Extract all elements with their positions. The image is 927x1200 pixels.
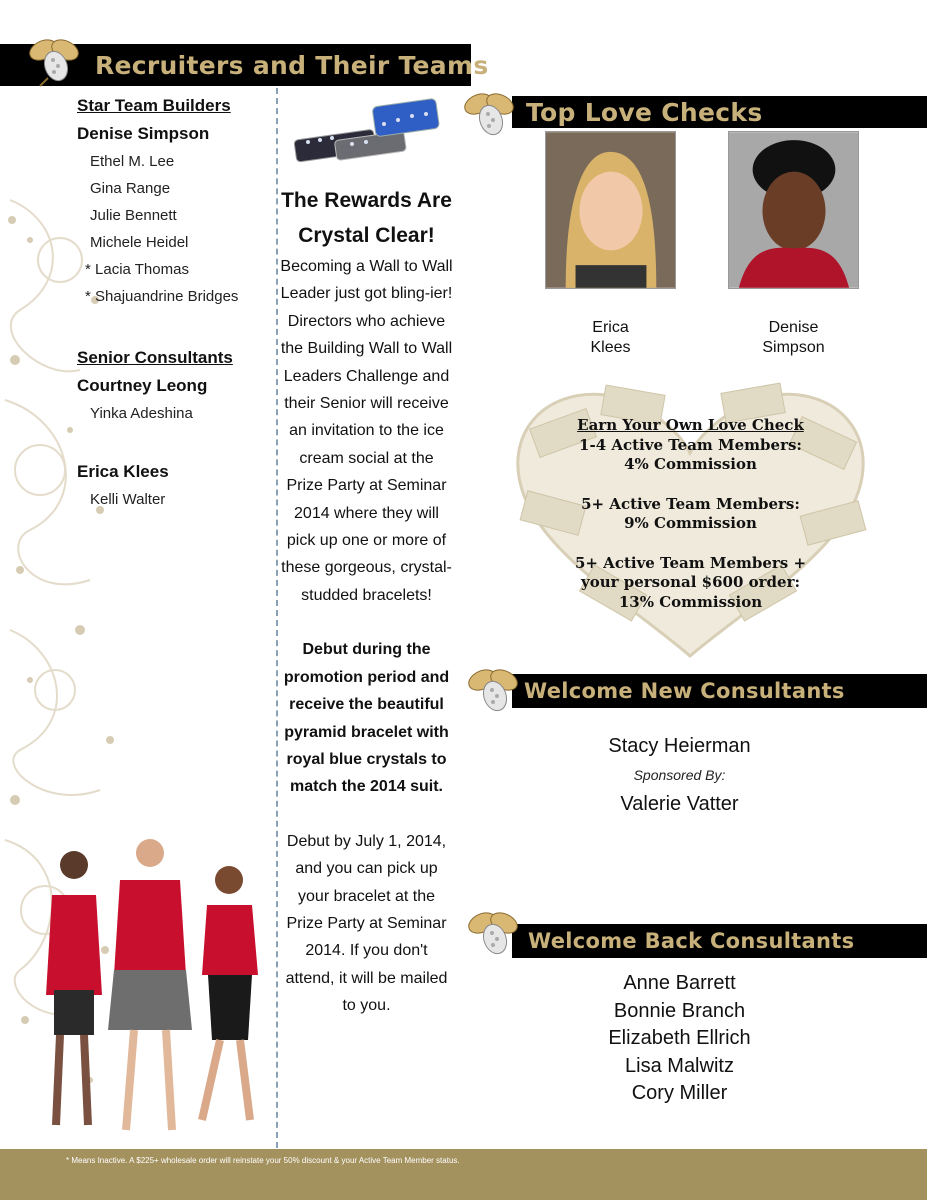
tier-2-members: 5+ Active Team Members:	[581, 494, 800, 513]
tier-3-order: your personal $600 order:	[580, 573, 801, 591]
leader-name: Denise Simpson	[77, 124, 210, 143]
welcome-back-banner	[512, 924, 927, 958]
star-team-builders-heading: Star Team Builders	[77, 96, 231, 115]
sponsor-name: Valerie Vatter	[620, 792, 739, 815]
rewards-column	[279, 88, 454, 1020]
tier-1-commission: 4% Commission	[624, 455, 757, 473]
bee-brooch-icon	[461, 86, 517, 142]
leader-name: Courtney Leong	[77, 376, 208, 395]
team-member: Julie Bennett	[90, 207, 177, 224]
bee-brooch-icon	[26, 32, 82, 88]
tier-3-commission: 13% Commission	[618, 592, 763, 611]
returning-consultant-name: Cory Miller	[631, 1082, 728, 1104]
new-consultant-name: Stacy Heierman	[608, 735, 751, 757]
returning-consultant-name: Anne Barrett	[623, 972, 736, 994]
love-check-title: Earn Your Own Love Check	[577, 416, 804, 434]
welcome-new-section	[467, 733, 892, 818]
rewards-pickup-paragraph: Debut by July 1, 2014, and you can pick up your bracelet at the Prize Party at Seminar 2014. If you don't attend, it will be mailed to you.	[285, 832, 448, 1015]
team-member-inactive: * Lacia Thomas	[85, 261, 189, 278]
rewards-paragraph: Becoming a Wall to Wall Leader just got bling-ier! Directors who achieve the Building Wall to Wall Leaders Challenge and their Senior will receive an invitation to the ice cream social at the Prize Party at Seminar 2014 where they will pick up one or more of these gorgeous, crystal-studded bracelets!	[280, 258, 453, 604]
spacer	[279, 801, 454, 828]
photo-denise-simpson	[728, 131, 859, 289]
rewards-debut-paragraph: Debut during the promotion period and receive the beautiful pyramid bracelet with royal blue crystals to match the 2014 suit.	[283, 641, 450, 796]
returning-consultant-name: Bonnie Branch	[613, 999, 746, 1022]
top-love-checks-banner	[512, 96, 927, 128]
team-member: Yinka Adeshina	[90, 405, 193, 422]
team-member: Ethel M. Lee	[90, 153, 175, 170]
returning-consultant-name: Elizabeth Ellrich	[608, 1027, 751, 1049]
love-check-name: Erica Klees	[590, 319, 631, 356]
welcome-new-title: Welcome New Consultants	[524, 679, 845, 703]
photo-erica-klees	[545, 131, 676, 289]
recruiters-title: Recruiters and Their Teams	[95, 50, 489, 80]
leader-name: Erica Klees	[77, 462, 169, 481]
models-in-red-jackets-image	[22, 825, 277, 1145]
welcome-back-title: Welcome Back Consultants	[528, 929, 855, 953]
tier-1-members: 1-4 Active Team Members:	[579, 435, 802, 454]
footer-inactive-note: * Means Inactive. A $225+ wholesale order will reinstate your 50% discount & your Active Team Member status.	[66, 1156, 460, 1165]
team-member: Michele Heidel	[90, 234, 189, 251]
love-check-info	[503, 416, 878, 612]
sponsored-by-label: Sponsored By:	[633, 766, 726, 783]
bee-brooch-icon	[465, 662, 521, 718]
bee-brooch-icon	[465, 905, 521, 961]
team-member: Kelli Walter	[90, 491, 166, 508]
rewards-heading: The Rewards Are Crystal Clear!	[281, 189, 452, 247]
tier-3-members: 5+ Active Team Members +	[574, 553, 807, 572]
spacer	[279, 609, 454, 636]
senior-consultants-heading: Senior Consultants	[77, 348, 233, 367]
love-check-name: Denise Simpson	[762, 319, 825, 356]
team-member-inactive: * Shajuandrine Bridges	[85, 288, 239, 305]
team-member: Gina Range	[90, 180, 171, 197]
welcome-new-banner	[512, 674, 927, 708]
tier-2-commission: 9% Commission	[624, 514, 757, 532]
returning-consultant-name: Lisa Malwitz	[625, 1054, 734, 1077]
footer-bar	[0, 1149, 927, 1200]
top-love-checks-title: Top Love Checks	[526, 97, 763, 127]
welcome-back-section	[467, 970, 892, 1108]
recruiters-list	[77, 96, 267, 518]
